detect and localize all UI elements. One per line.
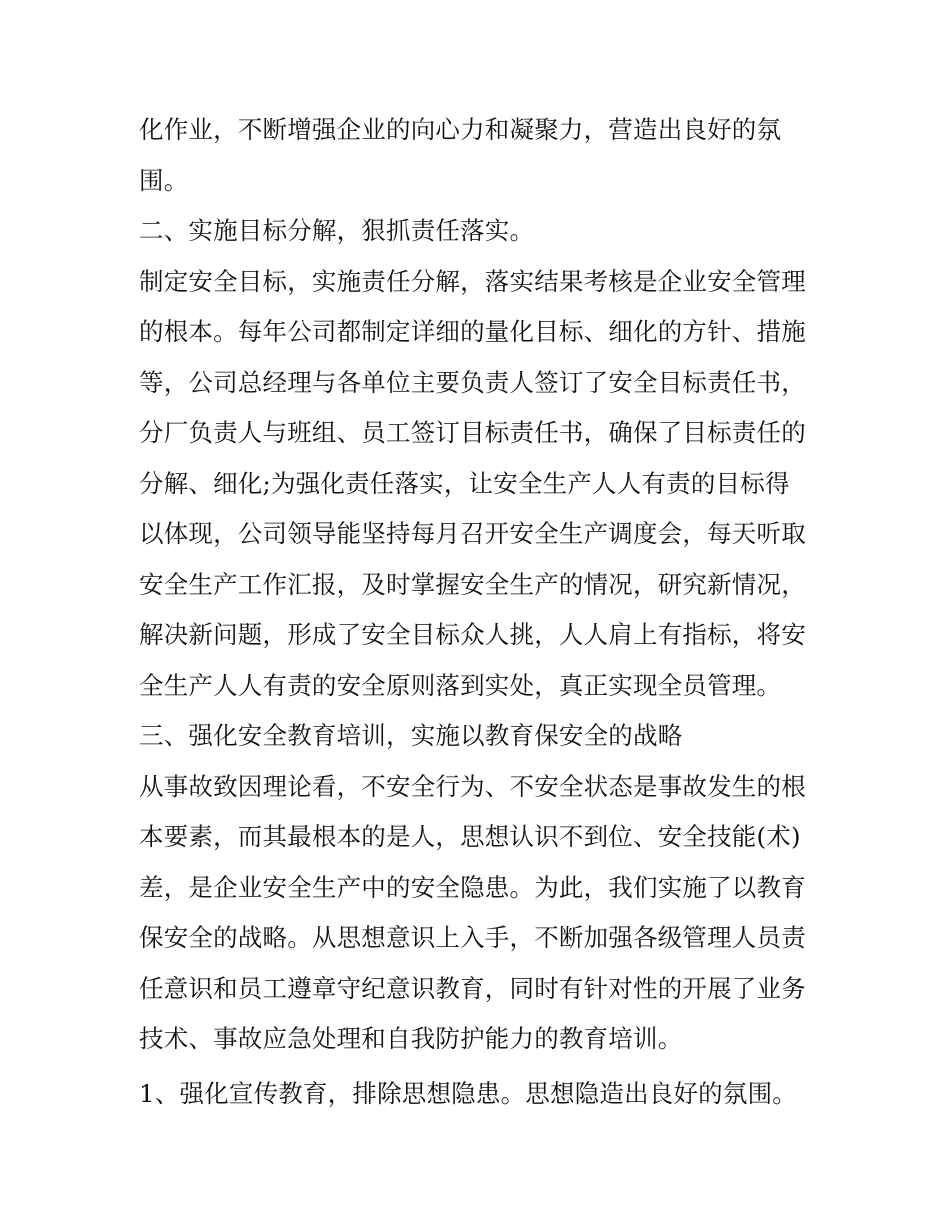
section-heading: 二、实施目标分解，狠抓责任落实。 xyxy=(139,216,535,245)
numbered-heading: 1、强化宣传教育，排除思想隐患。思想隐造出良好的氛围。 xyxy=(139,1079,797,1108)
text-line: 技术、事故应急处理和自我防护能力的教育培训。 xyxy=(139,1024,683,1053)
text-line: 制定安全目标，实施责任分解，落实结果考核是企业安全管理 xyxy=(139,267,806,296)
text-line: 安全生产工作汇报，及时掌握安全生产的情况，研究新情况， xyxy=(139,570,806,599)
text-line: 围。 xyxy=(139,166,189,195)
text-line: 以体现，公司领导能坚持每月召开安全生产调度会，每天听取 xyxy=(139,519,806,548)
text-line: 等，公司总经理与各单位主要负责人签订了安全目标责任书， xyxy=(139,368,806,397)
text-line: 本要素，而其最根本的是人，思想认识不到位、安全技能(术) xyxy=(139,822,801,851)
text-line: 任意识和员工遵章守纪意识教育，同时有针对性的开展了业务 xyxy=(139,974,806,1003)
text-line: 保安全的战略。从思想意识上入手，不断加强各级管理人员责 xyxy=(139,923,806,952)
text-line: 分解、细化;为强化责任落实，让安全生产人人有责的目标得 xyxy=(139,469,790,498)
text-line: 的根本。每年公司都制定详细的量化目标、细化的方针、措施 xyxy=(139,317,806,346)
text-line: 差，是企业安全生产中的安全隐患。为此，我们实施了以教育 xyxy=(139,873,806,902)
section-heading: 三、强化安全教育培训，实施以教育保安全的战略 xyxy=(139,721,683,750)
text-line: 化作业，不断增强企业的向心力和凝聚力，营造出良好的氛 xyxy=(139,115,782,144)
text-line: 从事故致因理论看，不安全行为、不安全状态是事故发生的根 xyxy=(139,772,806,801)
text-line: 全生产人人有责的安全原则落到实处，真正实现全员管理。 xyxy=(139,671,782,700)
text-line: 分厂负责人与班组、员工签订目标责任书，确保了目标责任的 xyxy=(139,418,806,447)
text-line: 解决新问题，形成了安全目标众人挑，人人肩上有指标，将安 xyxy=(139,620,806,649)
